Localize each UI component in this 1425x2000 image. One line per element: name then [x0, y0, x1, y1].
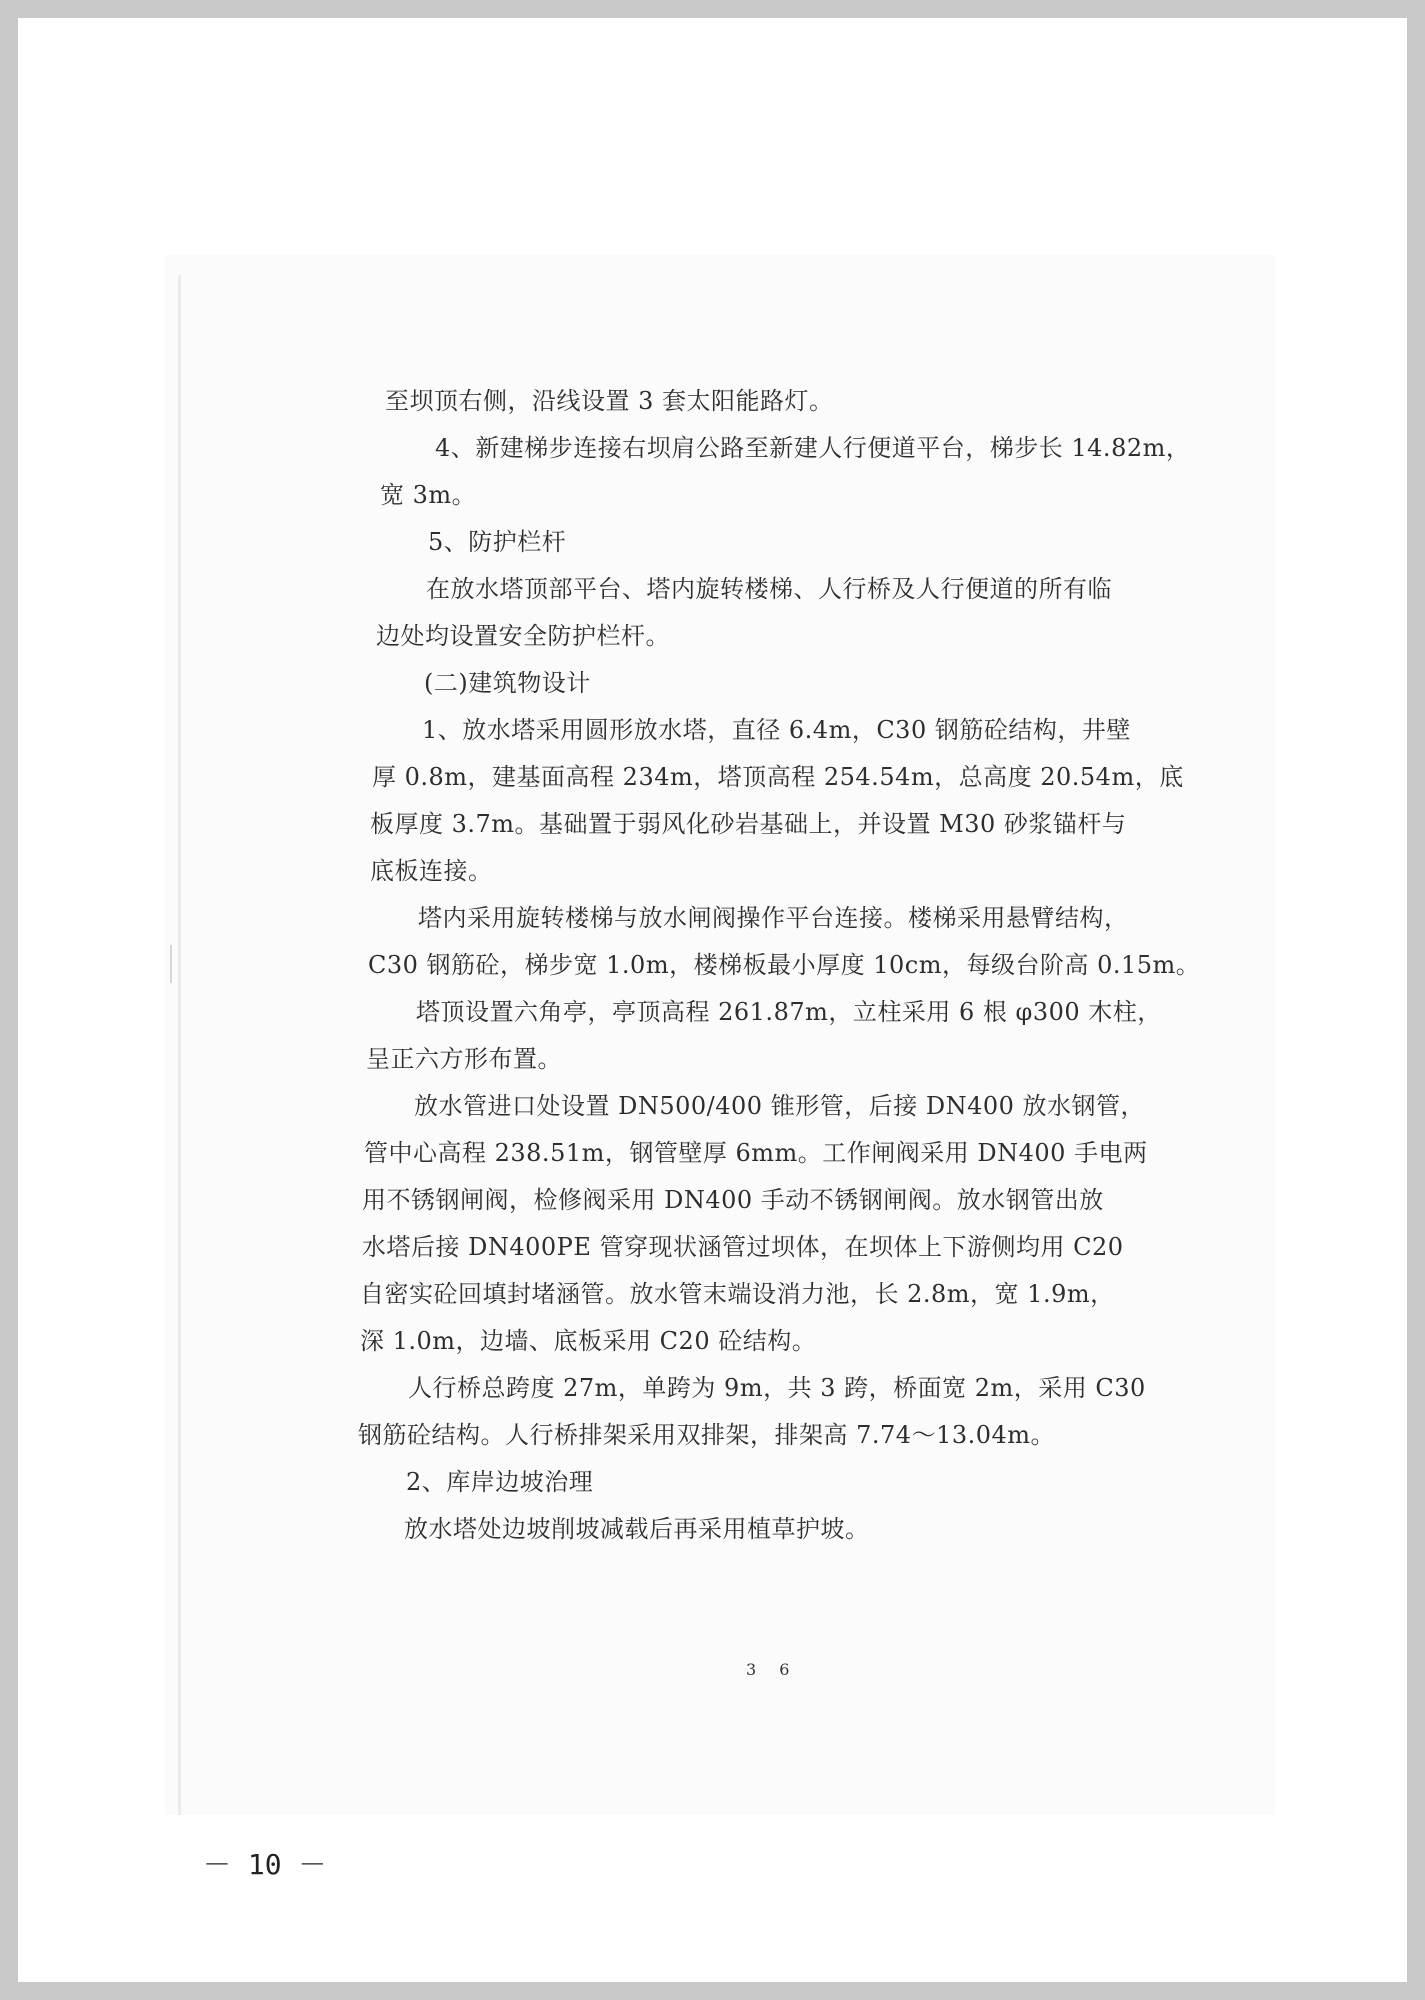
text-line-3: 宽 3m。 — [380, 481, 477, 509]
scan-page-number: 3 6 — [746, 1660, 799, 1679]
scan-artifact — [170, 945, 172, 983]
text-line-10: 板厚度 3.7m。基础置于弱风化砂岩基础上，并设置 M30 砂浆锚杆与 — [370, 810, 1127, 838]
text-line-14: 塔顶设置六角亭，亭顶高程 261.87m，立柱采用 6 根 φ300 木柱， — [416, 998, 1162, 1026]
text-line-16: 放水管进口处设置 DN500/400 锥形管，后接 DN400 放水钢管， — [414, 1092, 1146, 1120]
text-line-21: 深 1.0m，边墙、底板采用 C20 砼结构。 — [360, 1327, 817, 1355]
section-heading-bank-slope: 2、库岸边坡治理 — [406, 1468, 594, 1496]
text-line-19: 水塔后接 DN400PE 管穿现状涵管过坝体，在坝体上下游侧均用 C20 — [362, 1233, 1124, 1261]
text-line-12: 塔内采用旋转楼梯与放水闸阀操作平台连接。楼梯采用悬臂结构， — [418, 904, 1129, 932]
text-line-15: 呈正六方形布置。 — [366, 1045, 562, 1073]
page-number: － 10 － — [203, 1848, 327, 1881]
text-line-23: 钢筋砼结构。人行桥排架采用双排架，排架高 7.74～13.04m。 — [358, 1421, 1056, 1449]
text-line-1: 至坝顶右侧，沿线设置 3 套太阳能路灯。 — [385, 387, 834, 415]
section-heading-building-design: (二)建筑物设计 — [424, 669, 591, 697]
text-line-8: 1、放水塔采用圆形放水塔，直径 6.4m，C30 钢筋砼结构，井壁 — [422, 716, 1131, 744]
text-line-17: 管中心高程 238.51m，钢管壁厚 6mm。工作闸阀采用 DN400 手电两 — [364, 1139, 1148, 1167]
scan-edge-shadow — [178, 275, 181, 1815]
text-line-25: 放水塔处边坡削坡减载后再采用植草护坡。 — [404, 1515, 870, 1543]
text-line-18: 用不锈钢闸阀，检修阀采用 DN400 手动不锈钢闸阀。放水钢管出放 — [362, 1186, 1104, 1214]
text-line-13: C30 钢筋砼，梯步宽 1.0m，楼梯板最小厚度 10cm，每级台阶高 0.15m。 — [368, 951, 1201, 979]
section-heading-guardrail: 5、防护栏杆 — [428, 528, 567, 556]
text-line-6: 边处均设置安全防护栏杆。 — [376, 622, 670, 650]
text-line-5: 在放水塔顶部平台、塔内旋转楼梯、人行桥及人行便道的所有临 — [426, 575, 1112, 603]
text-line-11: 底板连接。 — [370, 857, 493, 885]
body-text — [358, 378, 1201, 1553]
text-line-2: 4、新建梯步连接右坝肩公路至新建人行便道平台，梯步长 14.82m， — [435, 434, 1191, 462]
text-line-9: 厚 0.8m，建基面高程 234m，塔顶高程 254.54m，总高度 20.54m，底 — [372, 763, 1184, 791]
text-line-22: 人行桥总跨度 27m，单跨为 9m，共 3 跨，桥面宽 2m，采用 C30 — [408, 1374, 1146, 1402]
text-line-20: 自密实砼回填封堵涵管。放水管末端设消力池，长 2.8m，宽 1.9m， — [360, 1280, 1115, 1308]
